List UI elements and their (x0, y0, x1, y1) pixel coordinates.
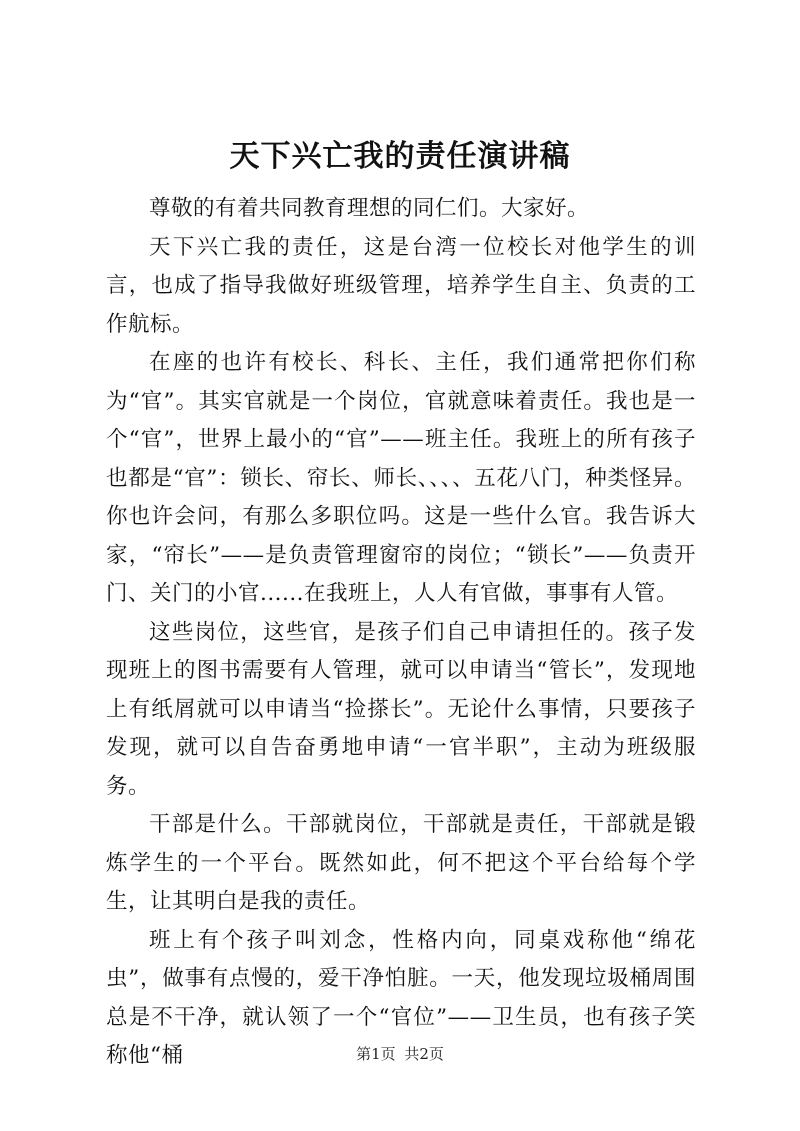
document-title: 天下兴亡我的责任演讲稿 (229, 139, 571, 174)
total-pages: 共2页 (404, 1045, 444, 1063)
paragraph-greeting: 尊敬的有着共同教育理想的同仁们。大家好。 (149, 196, 590, 221)
page-footer (0, 1044, 800, 1064)
document-body (106, 190, 696, 1076)
paragraph-1: 天下兴亡我的责任，这是台湾一位校长对他学生的训言，也成了指导我做好班级管理，培养学生自主、负责的工作航标。 (106, 234, 696, 337)
paragraph-5: 班上有个孩子叫刘念，性格内向，同桌戏称他“绵花虫”，做事有点慢的，爱干净怕脏。一天，他发现垃圾桶周围总是不干净，就认领了一个“官位”——卫生员，也有孩子笑称他“桶 (106, 927, 696, 1068)
paragraph-3: 这些岗位，这些官，是孩子们自己申请担任的。孩子发现班上的图书需要有人管理，就可以申请当“管长”，发现地上有纸屑就可以申请当“捡搽长”。无论什么事情，只要孩子发现，就可以自告奋勇地申请“一官半职”，主动为班级服务。 (106, 619, 696, 799)
paragraph-2: 在座的也许有校长、科长、主任，我们通常把你们称为“官”。其实官就是一个岗位，官就意味着责任。我也是一个“官”，世界上最小的“官”——班主任。我班上的所有孩子也都是“官”：锁长、帘长、师长、、、、五花八门，种类怪异。你也许会问，有那么多职位吗。这是一些什么官。我告诉大家，“帘长”——是负责管理窗帘的岗位；“锁长”——负责开门、关门的小官......在我班上，人人有官做，事事有人管。 (106, 350, 696, 606)
page-number: 第1页 (356, 1045, 396, 1063)
paragraph-4: 干部是什么。干部就岗位，干部就是责任，干部就是锻炼学生的一个平台。既然如此，何不把这个平台给每个学生，让其明白是我的责任。 (106, 812, 696, 914)
